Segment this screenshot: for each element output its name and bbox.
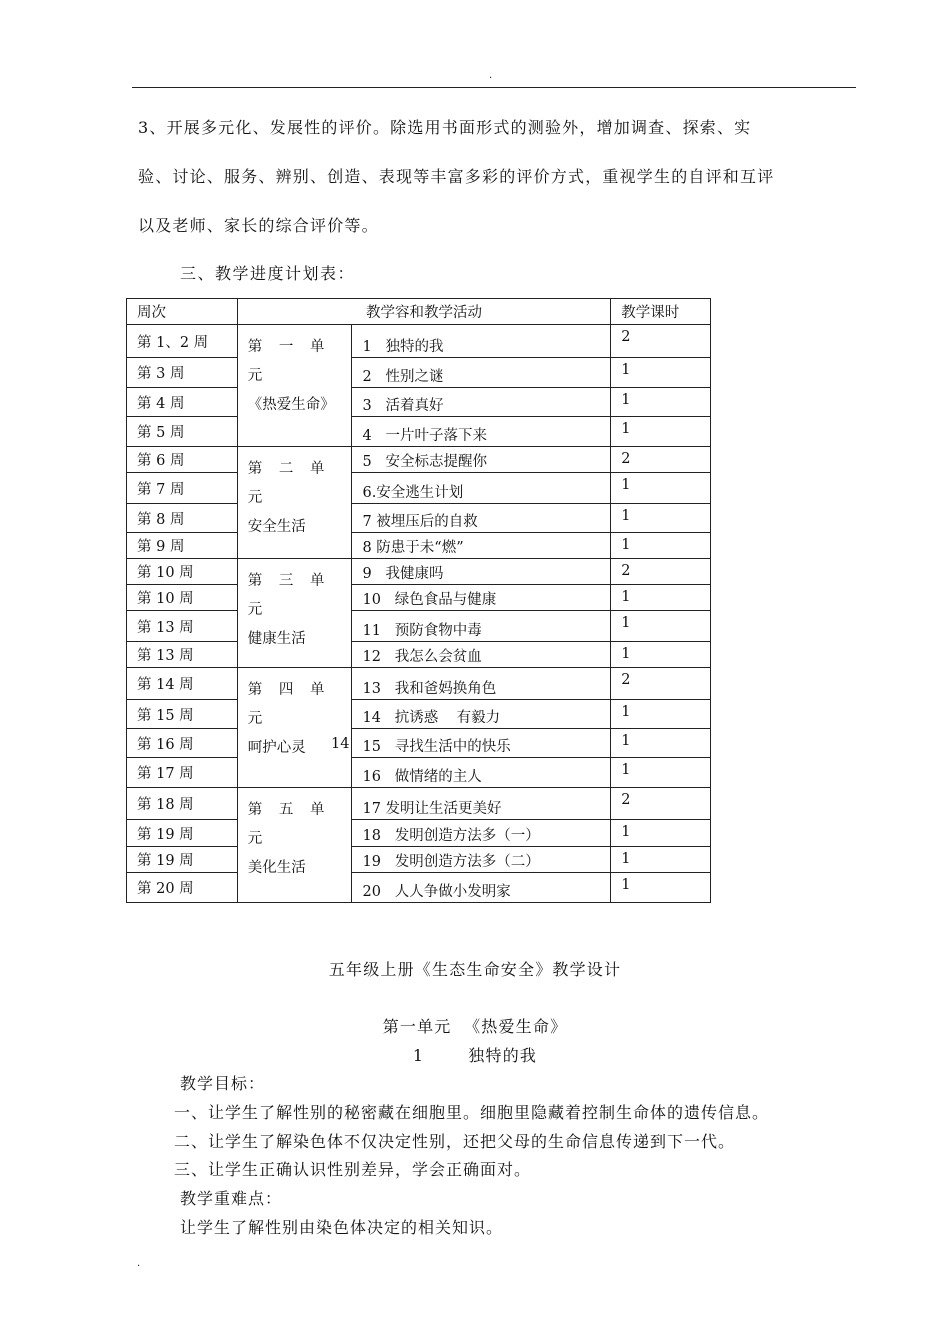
unit-title: 第 四 单 元 (247, 682, 331, 727)
header-hours: 教学课时 (611, 299, 711, 325)
table-row (127, 611, 711, 642)
hours-cell: 2 (611, 325, 711, 358)
unit-cell (237, 559, 352, 668)
week-cell: 第 20 周 (127, 873, 238, 903)
lesson-cell: 7 被埋压后的自救 (352, 504, 611, 533)
body-line-5: 教学重难点： (180, 1189, 283, 1208)
unit-title: 第 二 单 元 (247, 461, 331, 506)
hours-cell: 1 (611, 847, 711, 873)
unit-name: 健康生活 (247, 631, 306, 647)
week-cell: 第 10 周 (127, 585, 238, 611)
unit-cell (237, 325, 352, 447)
week-cell: 第 13 周 (127, 642, 238, 668)
unit-cell (237, 668, 352, 788)
unit-cell (237, 788, 352, 903)
hours-cell: 1 (611, 758, 711, 788)
body-line-4: 三、让学生正确认识性别差异，学会正确面对。 (174, 1160, 532, 1179)
table-row (127, 358, 711, 388)
hours-cell: 1 (611, 642, 711, 668)
table-row (127, 820, 711, 847)
table-row (127, 700, 711, 729)
lesson-cell: 5 安全标志提醒你 (352, 447, 611, 473)
hours-cell: 2 (611, 447, 711, 473)
week-cell: 第 7 周 (127, 473, 238, 504)
unit-name: 安全生活 (247, 519, 306, 535)
hours-cell: 1 (611, 611, 711, 642)
hours-cell: 1 (611, 388, 711, 417)
lesson-cell: 13 我和爸妈换角色 (352, 668, 611, 700)
week-cell: 第 13 周 (127, 611, 238, 642)
lesson-cell: 8 防患于未“燃” (352, 533, 611, 559)
hours-cell: 1 (611, 533, 711, 559)
table-row (127, 533, 711, 559)
body-line-3: 二、让学生了解染色体不仅决定性别，还把父母的生命信息传递到下一代。 (174, 1132, 736, 1151)
table-row (127, 642, 711, 668)
footer-dot: . (137, 1258, 141, 1269)
week-cell: 第 19 周 (127, 847, 238, 873)
week-cell: 第 14 周 (127, 668, 238, 700)
lesson-cell: 2 性别之谜 (352, 358, 611, 388)
week-cell: 第 8 周 (127, 504, 238, 533)
hours-cell: 2 (611, 668, 711, 700)
hours-cell: 1 (611, 417, 711, 447)
table-header-row (127, 299, 711, 325)
lesson-cell: 19 发明创造方法多（二） (352, 847, 611, 873)
table-row (127, 758, 711, 788)
hours-cell: 1 (611, 820, 711, 847)
week-cell: 第 9 周 (127, 533, 238, 559)
week-cell: 第 17 周 (127, 758, 238, 788)
body-line-6: 让学生了解性别由染色体决定的相关知识。 (180, 1218, 504, 1237)
table-row (127, 873, 711, 903)
lesson-cell: 3 活着真好 (352, 388, 611, 417)
unit-title: 第 五 单 元 (247, 802, 331, 847)
header-week: 周次 (127, 299, 238, 325)
lesson-cell: 10 绿色食品与健康 (352, 585, 611, 611)
paragraph-line-2: 验、讨论、服务、辨别、创造、表现等丰富多彩的评价方式，重视学生的自评和互评 (138, 167, 775, 186)
unit-name: 美化生活 (247, 860, 306, 876)
week-cell: 第 3 周 (127, 358, 238, 388)
unit-name: 呵护心灵 (247, 740, 306, 756)
lesson-cell: 17 发明让生活更美好 (352, 788, 611, 820)
lesson-cell: 16 做情绪的主人 (352, 758, 611, 788)
table-row (127, 559, 711, 585)
week-cell: 第 19 周 (127, 820, 238, 847)
lesson-cell: 15 寻找生活中的快乐 (352, 729, 611, 758)
table-row (127, 585, 711, 611)
body-line-1: 教学目标： (180, 1074, 266, 1093)
unit-extra-number: 14 (331, 736, 350, 752)
lesson-cell: 14 抗诱惑 有毅力 (352, 700, 611, 729)
header-content: 教学容和教学活动 (237, 299, 610, 325)
week-cell: 第 18 周 (127, 788, 238, 820)
week-cell: 第 15 周 (127, 700, 238, 729)
hours-cell: 1 (611, 873, 711, 903)
unit-title: 第 三 单 元 (247, 573, 331, 618)
unit-heading: 第一单元 《热爱生命》 (382, 1017, 568, 1036)
design-title: 五年级上册《生态生命安全》教学设计 (328, 960, 622, 979)
header-rule (132, 87, 856, 88)
unit-cell (237, 447, 352, 559)
week-cell: 第 4 周 (127, 388, 238, 417)
table-row (127, 847, 711, 873)
lesson-cell: 6.安全逃生计划 (352, 473, 611, 504)
lesson-cell: 11 预防食物中毒 (352, 611, 611, 642)
week-cell: 第 6 周 (127, 447, 238, 473)
table-row (127, 729, 711, 758)
paragraph-line-1: 3、开展多元化、发展性的评价。除选用书面形式的测验外，增加调查、探索、实 (138, 118, 752, 137)
table-row (127, 388, 711, 417)
section-title: 三、教学进度计划表： (180, 264, 356, 283)
header-dot: . (489, 70, 493, 81)
unit-title: 第 一 单 元 (247, 339, 331, 384)
table-row (127, 788, 711, 820)
table-row (127, 473, 711, 504)
hours-cell: 1 (611, 729, 711, 758)
table-row (127, 447, 711, 473)
paragraph-line-3: 以及老师、家长的综合评价等。 (138, 216, 379, 235)
hours-cell: 1 (611, 473, 711, 504)
lesson-cell: 9 我健康吗 (352, 559, 611, 585)
hours-cell: 2 (611, 788, 711, 820)
week-cell: 第 5 周 (127, 417, 238, 447)
table-row (127, 668, 711, 700)
lesson-cell: 18 发明创造方法多（一） (352, 820, 611, 847)
table-row (127, 325, 711, 358)
body-line-2: 一、让学生了解性别的秘密藏在细胞里。细胞里隐藏着控制生命体的遗传信息。 (174, 1103, 770, 1122)
hours-cell: 1 (611, 585, 711, 611)
hours-cell: 1 (611, 700, 711, 729)
lesson-cell: 20 人人争做小发明家 (352, 873, 611, 903)
table-row (127, 417, 711, 447)
lesson-cell: 1 独特的我 (352, 325, 611, 358)
week-cell: 第 10 周 (127, 559, 238, 585)
schedule-table (126, 298, 711, 903)
week-cell: 第 1、2 周 (127, 325, 238, 358)
lesson-cell: 4 一片叶子落下来 (352, 417, 611, 447)
hours-cell: 1 (611, 504, 711, 533)
hours-cell: 2 (611, 559, 711, 585)
lesson-heading: 1 独特的我 (412, 1046, 538, 1065)
table-row (127, 504, 711, 533)
unit-name: 《热爱生命》 (247, 397, 335, 413)
hours-cell: 1 (611, 358, 711, 388)
week-cell: 第 16 周 (127, 729, 238, 758)
lesson-cell: 12 我怎么会贫血 (352, 642, 611, 668)
